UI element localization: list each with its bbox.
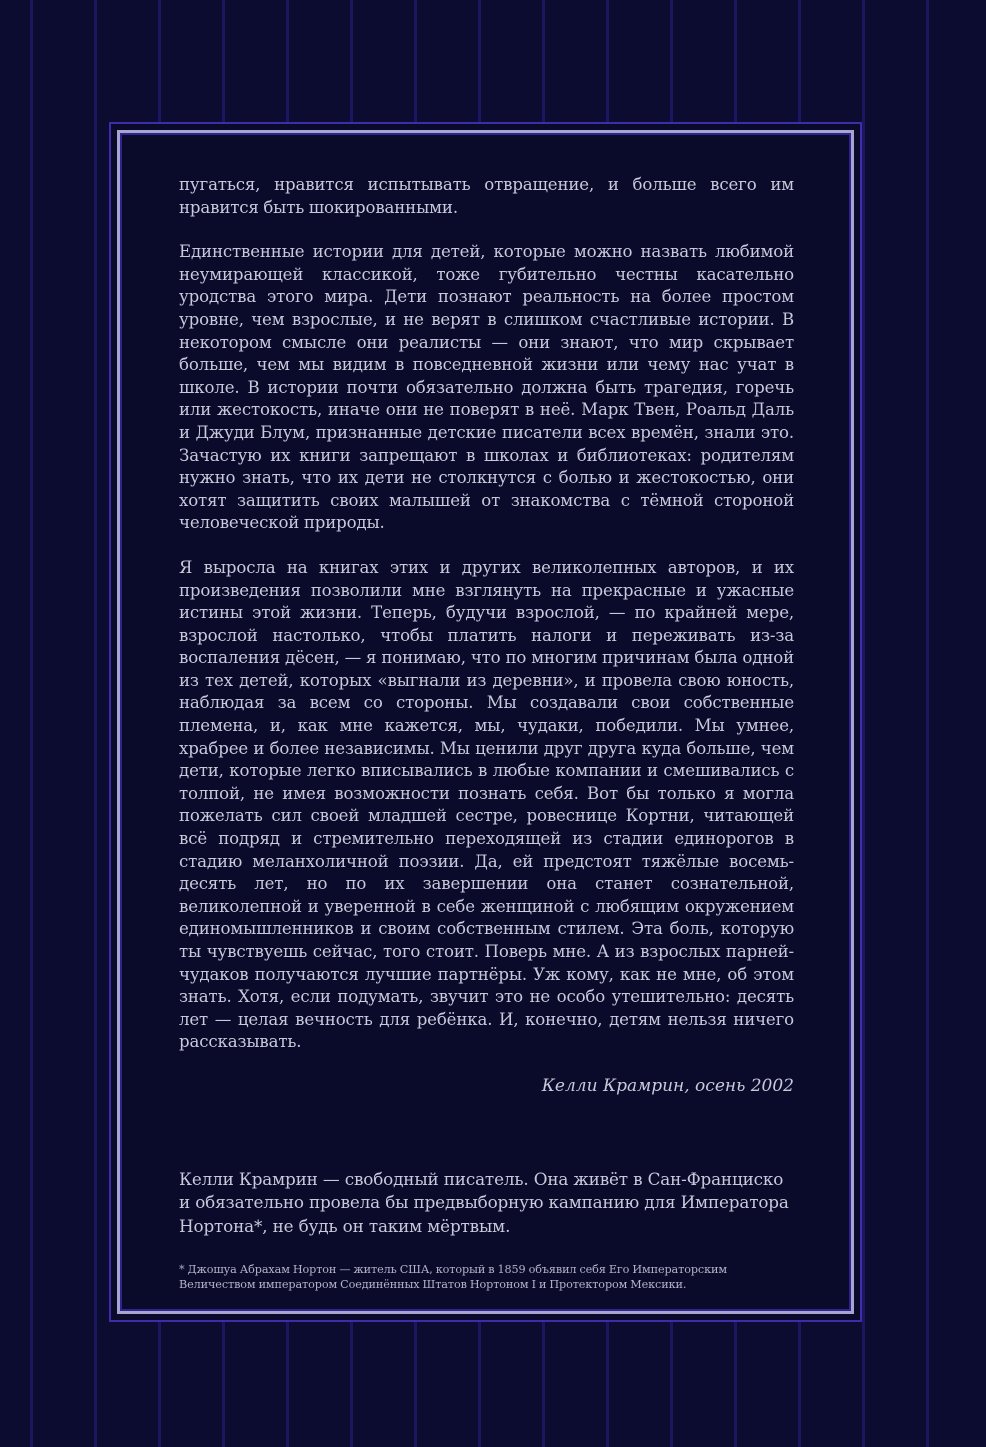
footnote: * Джошуа Абрахам Нортон — житель США, который в 1859 объявил себя Его Императорским Величеством императором Соединённых Штатов Нортоном I и Протектором Мексики. — [179, 1263, 727, 1291]
author-signature: Келли Крамрин, осень 2002 — [541, 1075, 794, 1096]
author-bio: Келли Крамрин — свободный писатель. Она живёт в Сан-Франциско и обязательно провела бы предвыборную кампанию для Императора Нортона*, не будь он таким мёртвым. — [179, 1168, 789, 1236]
paragraph-2: Единственные истории для детей, которые можно назвать любимой неумирающей классикой, тоже губительно честны касательно уродства этого мира. Дети познают реальность на более простом уровне, чем взрослые, и не верят в слишком счастливые истории. В некотором смысле они реалисты — они знают, что мир скрывает больше, чем мы видим в повседневной жизни или чему нас учат в школе. В истории почти обязательно должна быть трагедия, горечь или жестокость, иначе они не поверят в неё. Марк Твен, Роальд Даль и Джуди Блум, признанные детские писатели всех времён, знали это. Зачастую их книги запрещают в школах и библиотеках: родителям нужно знать, что их дети не столкнутся с болью и жестокостью, они хотят защитить своих малышей от знакомства с тёмной стороной человеческой природы. — [179, 242, 794, 533]
page-text-block — [179, 174, 794, 1238]
paragraph-3: Я выросла на книгах этих и других великолепных авторов, и их произведения позволили мне взглянуть на прекрасные и ужасные истины этой жизни. Теперь, будучи взрослой, — по крайней мере, взрослой настолько, чтобы платить налоги и переживать из-за воспаления дёсен, — я понимаю, что по многим причинам была одной из тех детей, которых «выгнали из деревни», и провела свою юность, наблюдая за всем со стороны. Мы создавали свои собственные племена, и, как мне кажется, мы, чудаки, победили. Мы умнее, храбрее и более независимы. Мы ценили друг друга куда больше, чем дети, которые легко вписывались в любые компании и смешивались с толпой, не имея возможности познать себя. Вот бы только я могла пожелать сил своей младшей сестре, ровеснице Кортни, читающей всё подряд и стремительно переходящей из стадии единорогов в стадию меланхоличной поэзии. Да, ей предстоят тяжёлые восемь-десять лет, но по их завершении она станет сознательной, великолепной и уверенной в себе женщиной с любящим окружением единомышленников и своим собственным стилем. Эта боль, которую ты чувствуешь сейчас, того стоит. Поверь мне. А из взрослых парней-чудаков получаются лучшие партнёры. Уж кому, как не мне, об этом знать. Хотя, если подумать, звучит это не особо утешительно: десять лет — целая вечность для ребёнка. И, конечно, детям нельзя ничего рассказывать. — [179, 557, 794, 1052]
paragraph-1: пугаться, нравится испытывать отвращение, и больше всего им нравится быть шокированными. — [179, 175, 794, 217]
